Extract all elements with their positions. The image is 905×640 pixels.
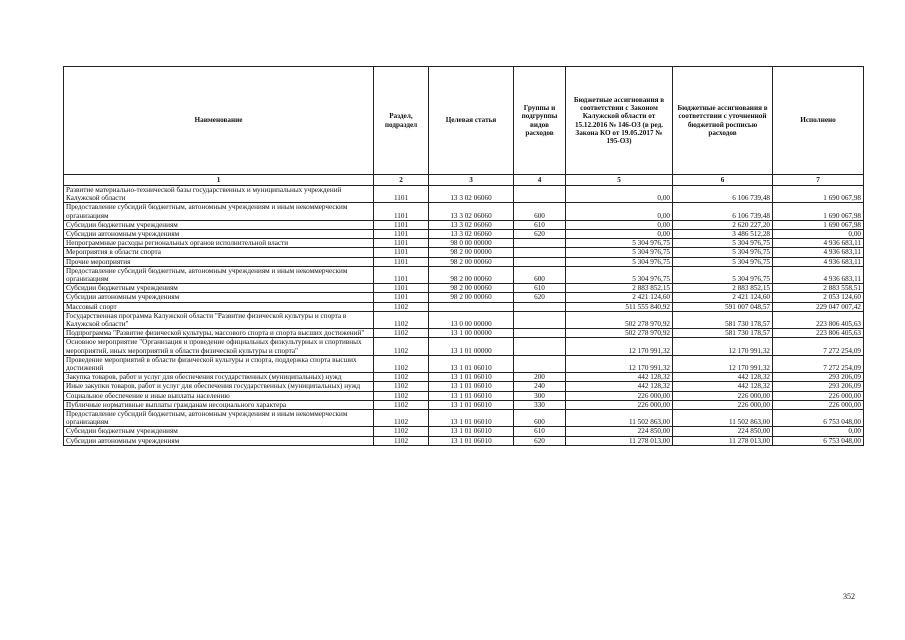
table-row — [64, 410, 864, 427]
row-name: Непрограммные расходы региональных органов исполнительной власти — [64, 239, 374, 248]
row-section: 1102 — [374, 311, 429, 328]
table-row — [64, 257, 864, 266]
row-target: 13 3 02 06060 — [429, 186, 514, 203]
column-number: 7 — [773, 175, 864, 186]
row-group — [514, 302, 566, 311]
row-assigned-law: 0,00 — [566, 186, 673, 203]
table-body — [64, 186, 864, 446]
row-name: Субсидии автономным учреждениям — [64, 293, 374, 302]
table-row — [64, 338, 864, 355]
row-name: Субсидии автономным учреждениям — [64, 436, 374, 445]
page-number: 352 — [843, 592, 855, 601]
row-assigned-refined: 442 128,32 — [673, 373, 773, 382]
header-group: Группы и подгруппы видов расходов — [514, 67, 566, 175]
row-assigned-refined: 224 850,00 — [673, 427, 773, 436]
row-name: Прочие мероприятия — [64, 257, 374, 266]
row-group: 610 — [514, 220, 566, 229]
header-section: Раздел, подраздел — [374, 67, 429, 175]
row-target: 98 0 00 00000 — [429, 239, 514, 248]
table-row — [64, 284, 864, 293]
row-assigned-law: 11 502 863,00 — [566, 410, 673, 427]
row-name: Закупка товаров, работ и услуг для обеспечения государственных (муниципальных) нужд — [64, 373, 374, 382]
row-group — [514, 248, 566, 257]
row-group: 300 — [514, 391, 566, 400]
row-executed: 229 047 007,42 — [773, 302, 864, 311]
header-row — [64, 67, 864, 175]
row-section: 1101 — [374, 203, 429, 220]
table-row — [64, 382, 864, 391]
row-name: Предоставление субсидий бюджетным, автономным учреждениям и иным некоммерческим организациям — [64, 410, 374, 427]
row-assigned-refined: 226 000,00 — [673, 391, 773, 400]
row-target: 13 0 00 00000 — [429, 311, 514, 328]
row-section: 1102 — [374, 391, 429, 400]
row-executed: 0,00 — [773, 427, 864, 436]
row-executed: 4 936 683,11 — [773, 257, 864, 266]
header-assigned-refined: Бюджетные ассигнования в соответствии с уточненной бюджетной росписью расходов — [673, 67, 773, 175]
row-group: 600 — [514, 410, 566, 427]
table-row — [64, 427, 864, 436]
row-executed: 1 690 067,98 — [773, 186, 864, 203]
row-section: 1102 — [374, 382, 429, 391]
row-assigned-refined: 581 730 178,57 — [673, 311, 773, 328]
row-group: 610 — [514, 427, 566, 436]
row-executed: 1 690 067,98 — [773, 220, 864, 229]
header-executed: Исполнено — [773, 67, 864, 175]
row-group — [514, 239, 566, 248]
row-executed: 7 272 254,09 — [773, 355, 864, 372]
row-section: 1101 — [374, 220, 429, 229]
row-name: Предоставление субсидий бюджетным, автономным учреждениям и иным некоммерческим организациям — [64, 203, 374, 220]
row-group: 600 — [514, 266, 566, 283]
row-executed: 226 000,00 — [773, 391, 864, 400]
row-target: 98 2 00 00060 — [429, 284, 514, 293]
row-section: 1102 — [374, 400, 429, 409]
table-row — [64, 293, 864, 302]
row-assigned-refined: 5 304 976,75 — [673, 257, 773, 266]
row-executed: 6 753 048,00 — [773, 410, 864, 427]
row-section: 1101 — [374, 230, 429, 239]
table-row — [64, 329, 864, 338]
row-assigned-refined: 2 421 124,60 — [673, 293, 773, 302]
row-assigned-refined: 12 170 991,32 — [673, 355, 773, 372]
column-number: 4 — [514, 175, 566, 186]
row-group: 620 — [514, 436, 566, 445]
header-name: Наименование — [64, 67, 374, 175]
column-number: 2 — [374, 175, 429, 186]
row-name: Мероприятия в области спорта — [64, 248, 374, 257]
row-assigned-refined: 591 007 048,57 — [673, 302, 773, 311]
row-target: 13 1 01 06010 — [429, 391, 514, 400]
row-executed: 223 806 405,63 — [773, 311, 864, 328]
row-executed: 1 690 067,98 — [773, 203, 864, 220]
row-assigned-law: 502 278 970,92 — [566, 311, 673, 328]
row-assigned-law: 11 278 013,00 — [566, 436, 673, 445]
row-target: 98 2 00 00000 — [429, 248, 514, 257]
row-executed: 7 272 254,09 — [773, 338, 864, 355]
row-assigned-refined: 11 278 013,00 — [673, 436, 773, 445]
row-target: 13 1 01 00000 — [429, 338, 514, 355]
row-name: Государственная программа Калужской области "Развитие физической культуры и спорта в Калужской области" — [64, 311, 374, 328]
row-section: 1101 — [374, 239, 429, 248]
row-assigned-refined: 581 730 178,57 — [673, 329, 773, 338]
table-row — [64, 248, 864, 257]
row-group — [514, 186, 566, 203]
row-group — [514, 311, 566, 328]
row-assigned-refined: 442 128,32 — [673, 382, 773, 391]
row-section: 1101 — [374, 284, 429, 293]
row-group: 600 — [514, 203, 566, 220]
row-assigned-law: 12 170 991,32 — [566, 355, 673, 372]
table-row — [64, 239, 864, 248]
column-number-row — [64, 175, 864, 186]
row-assigned-law: 12 170 991,32 — [566, 338, 673, 355]
row-assigned-law: 5 304 976,75 — [566, 248, 673, 257]
column-number: 1 — [64, 175, 374, 186]
row-assigned-law: 502 278 970,92 — [566, 329, 673, 338]
row-group: 620 — [514, 293, 566, 302]
row-target: 13 1 01 06010 — [429, 355, 514, 372]
row-assigned-refined: 12 170 991,32 — [673, 338, 773, 355]
row-target: 13 1 01 06010 — [429, 427, 514, 436]
row-assigned-refined: 6 106 739,48 — [673, 203, 773, 220]
row-assigned-refined: 3 486 512,28 — [673, 230, 773, 239]
row-group: 200 — [514, 373, 566, 382]
row-target: 13 1 00 00000 — [429, 329, 514, 338]
table-row — [64, 373, 864, 382]
row-section: 1101 — [374, 186, 429, 203]
row-target: 13 3 02 06060 — [429, 220, 514, 229]
row-section: 1102 — [374, 338, 429, 355]
table-row — [64, 302, 864, 311]
row-name: Предоставление субсидий бюджетным, автономным учреждениям и иным некоммерческим организациям — [64, 266, 374, 283]
row-executed: 6 753 048,00 — [773, 436, 864, 445]
header-assigned-law: Бюджетные ассигнования в соответствии с Законом Калужской области от 15.12.2016 № 146-ОЗ (в ред. Закона КО от 19.05.2017 № 195-ОЗ) — [566, 67, 673, 175]
row-name: Субсидии бюджетным учреждениям — [64, 284, 374, 293]
row-name: Развитие материально-технической базы государственных и муниципальных учреждений Калужской области — [64, 186, 374, 203]
row-assigned-law: 511 555 840,92 — [566, 302, 673, 311]
column-number: 5 — [566, 175, 673, 186]
row-executed: 223 806 405,63 — [773, 329, 864, 338]
row-section: 1102 — [374, 427, 429, 436]
table-row — [64, 391, 864, 400]
row-assigned-law: 0,00 — [566, 203, 673, 220]
row-section: 1101 — [374, 266, 429, 283]
row-assigned-law: 2 421 124,60 — [566, 293, 673, 302]
row-executed: 293 206,09 — [773, 382, 864, 391]
row-assigned-law: 224 850,00 — [566, 427, 673, 436]
row-section: 1102 — [374, 355, 429, 372]
row-target: 98 2 00 00060 — [429, 257, 514, 266]
row-assigned-law: 5 304 976,75 — [566, 239, 673, 248]
row-group — [514, 338, 566, 355]
table-row — [64, 230, 864, 239]
row-group — [514, 257, 566, 266]
row-section: 1102 — [374, 329, 429, 338]
row-executed: 2 053 124,60 — [773, 293, 864, 302]
row-section: 1102 — [374, 373, 429, 382]
row-assigned-refined: 11 502 863,00 — [673, 410, 773, 427]
row-target: 98 2 00 00060 — [429, 293, 514, 302]
budget-table — [63, 66, 864, 446]
row-name: Субсидии автономным учреждениям — [64, 230, 374, 239]
table-row — [64, 186, 864, 203]
row-target: 13 1 01 06010 — [429, 382, 514, 391]
row-section: 1102 — [374, 436, 429, 445]
row-name: Проведение мероприятий в области физической культуры и спорта, поддержка спорта высших достижений — [64, 355, 374, 372]
row-assigned-refined: 226 000,00 — [673, 400, 773, 409]
row-name: Массовый спорт — [64, 302, 374, 311]
column-number: 3 — [429, 175, 514, 186]
row-assigned-law: 5 304 976,75 — [566, 266, 673, 283]
row-section: 1102 — [374, 302, 429, 311]
row-section: 1101 — [374, 293, 429, 302]
row-target: 13 1 01 06010 — [429, 410, 514, 427]
header-target: Целевая статья — [429, 67, 514, 175]
row-assigned-refined: 2 883 852,15 — [673, 284, 773, 293]
row-assigned-law: 442 128,32 — [566, 382, 673, 391]
row-assigned-law: 0,00 — [566, 220, 673, 229]
table-row — [64, 203, 864, 220]
row-assigned-law: 226 000,00 — [566, 400, 673, 409]
row-executed: 293 206,09 — [773, 373, 864, 382]
table-row — [64, 436, 864, 445]
row-assigned-law: 5 304 976,75 — [566, 257, 673, 266]
row-target: 13 3 02 06060 — [429, 203, 514, 220]
row-section: 1102 — [374, 410, 429, 427]
row-executed: 4 936 683,11 — [773, 239, 864, 248]
row-assigned-law: 2 883 852,15 — [566, 284, 673, 293]
table-row — [64, 220, 864, 229]
row-executed: 226 000,00 — [773, 400, 864, 409]
row-assigned-refined: 6 106 739,48 — [673, 186, 773, 203]
row-target: 13 1 01 06010 — [429, 400, 514, 409]
row-group — [514, 329, 566, 338]
row-group: 610 — [514, 284, 566, 293]
row-name: Публичные нормативные выплаты гражданам несоциального характера — [64, 400, 374, 409]
row-name: Подпрограмма "Развитие физической культуры, массового спорта и спорта высших достижений" — [64, 329, 374, 338]
row-assigned-refined: 5 304 976,75 — [673, 248, 773, 257]
row-executed: 0,00 — [773, 230, 864, 239]
row-executed: 4 936 683,11 — [773, 266, 864, 283]
row-group: 240 — [514, 382, 566, 391]
column-number: 6 — [673, 175, 773, 186]
row-assigned-law: 226 000,00 — [566, 391, 673, 400]
row-assigned-refined: 5 304 976,75 — [673, 266, 773, 283]
row-group — [514, 355, 566, 372]
table-row — [64, 311, 864, 328]
row-target: 13 3 02 06060 — [429, 230, 514, 239]
row-group: 330 — [514, 400, 566, 409]
row-name: Социальное обеспечение и иные выплаты населению — [64, 391, 374, 400]
row-assigned-law: 0,00 — [566, 230, 673, 239]
row-assigned-refined: 2 620 227,20 — [673, 220, 773, 229]
row-section: 1101 — [374, 257, 429, 266]
row-executed: 4 936 683,11 — [773, 248, 864, 257]
row-name: Иные закупки товаров, работ и услуг для обеспечения государственных (муниципальных) нужд — [64, 382, 374, 391]
row-target: 13 1 01 06010 — [429, 373, 514, 382]
row-section: 1101 — [374, 248, 429, 257]
row-executed: 2 883 558,51 — [773, 284, 864, 293]
row-name: Основное мероприятие "Организация и проведение официальных физкультурных и спортивных мероприятий, иных мероприятий в области физической культуры и спорта" — [64, 338, 374, 355]
row-assigned-refined: 5 304 976,75 — [673, 239, 773, 248]
row-assigned-law: 442 128,32 — [566, 373, 673, 382]
row-group: 620 — [514, 230, 566, 239]
table-row — [64, 355, 864, 372]
table-row — [64, 266, 864, 283]
table-row — [64, 400, 864, 409]
row-name: Субсидии бюджетным учреждениям — [64, 427, 374, 436]
row-target: 98 2 00 00060 — [429, 266, 514, 283]
row-target: 13 1 01 06010 — [429, 436, 514, 445]
row-target — [429, 302, 514, 311]
row-name: Субсидии бюджетным учреждениям — [64, 220, 374, 229]
